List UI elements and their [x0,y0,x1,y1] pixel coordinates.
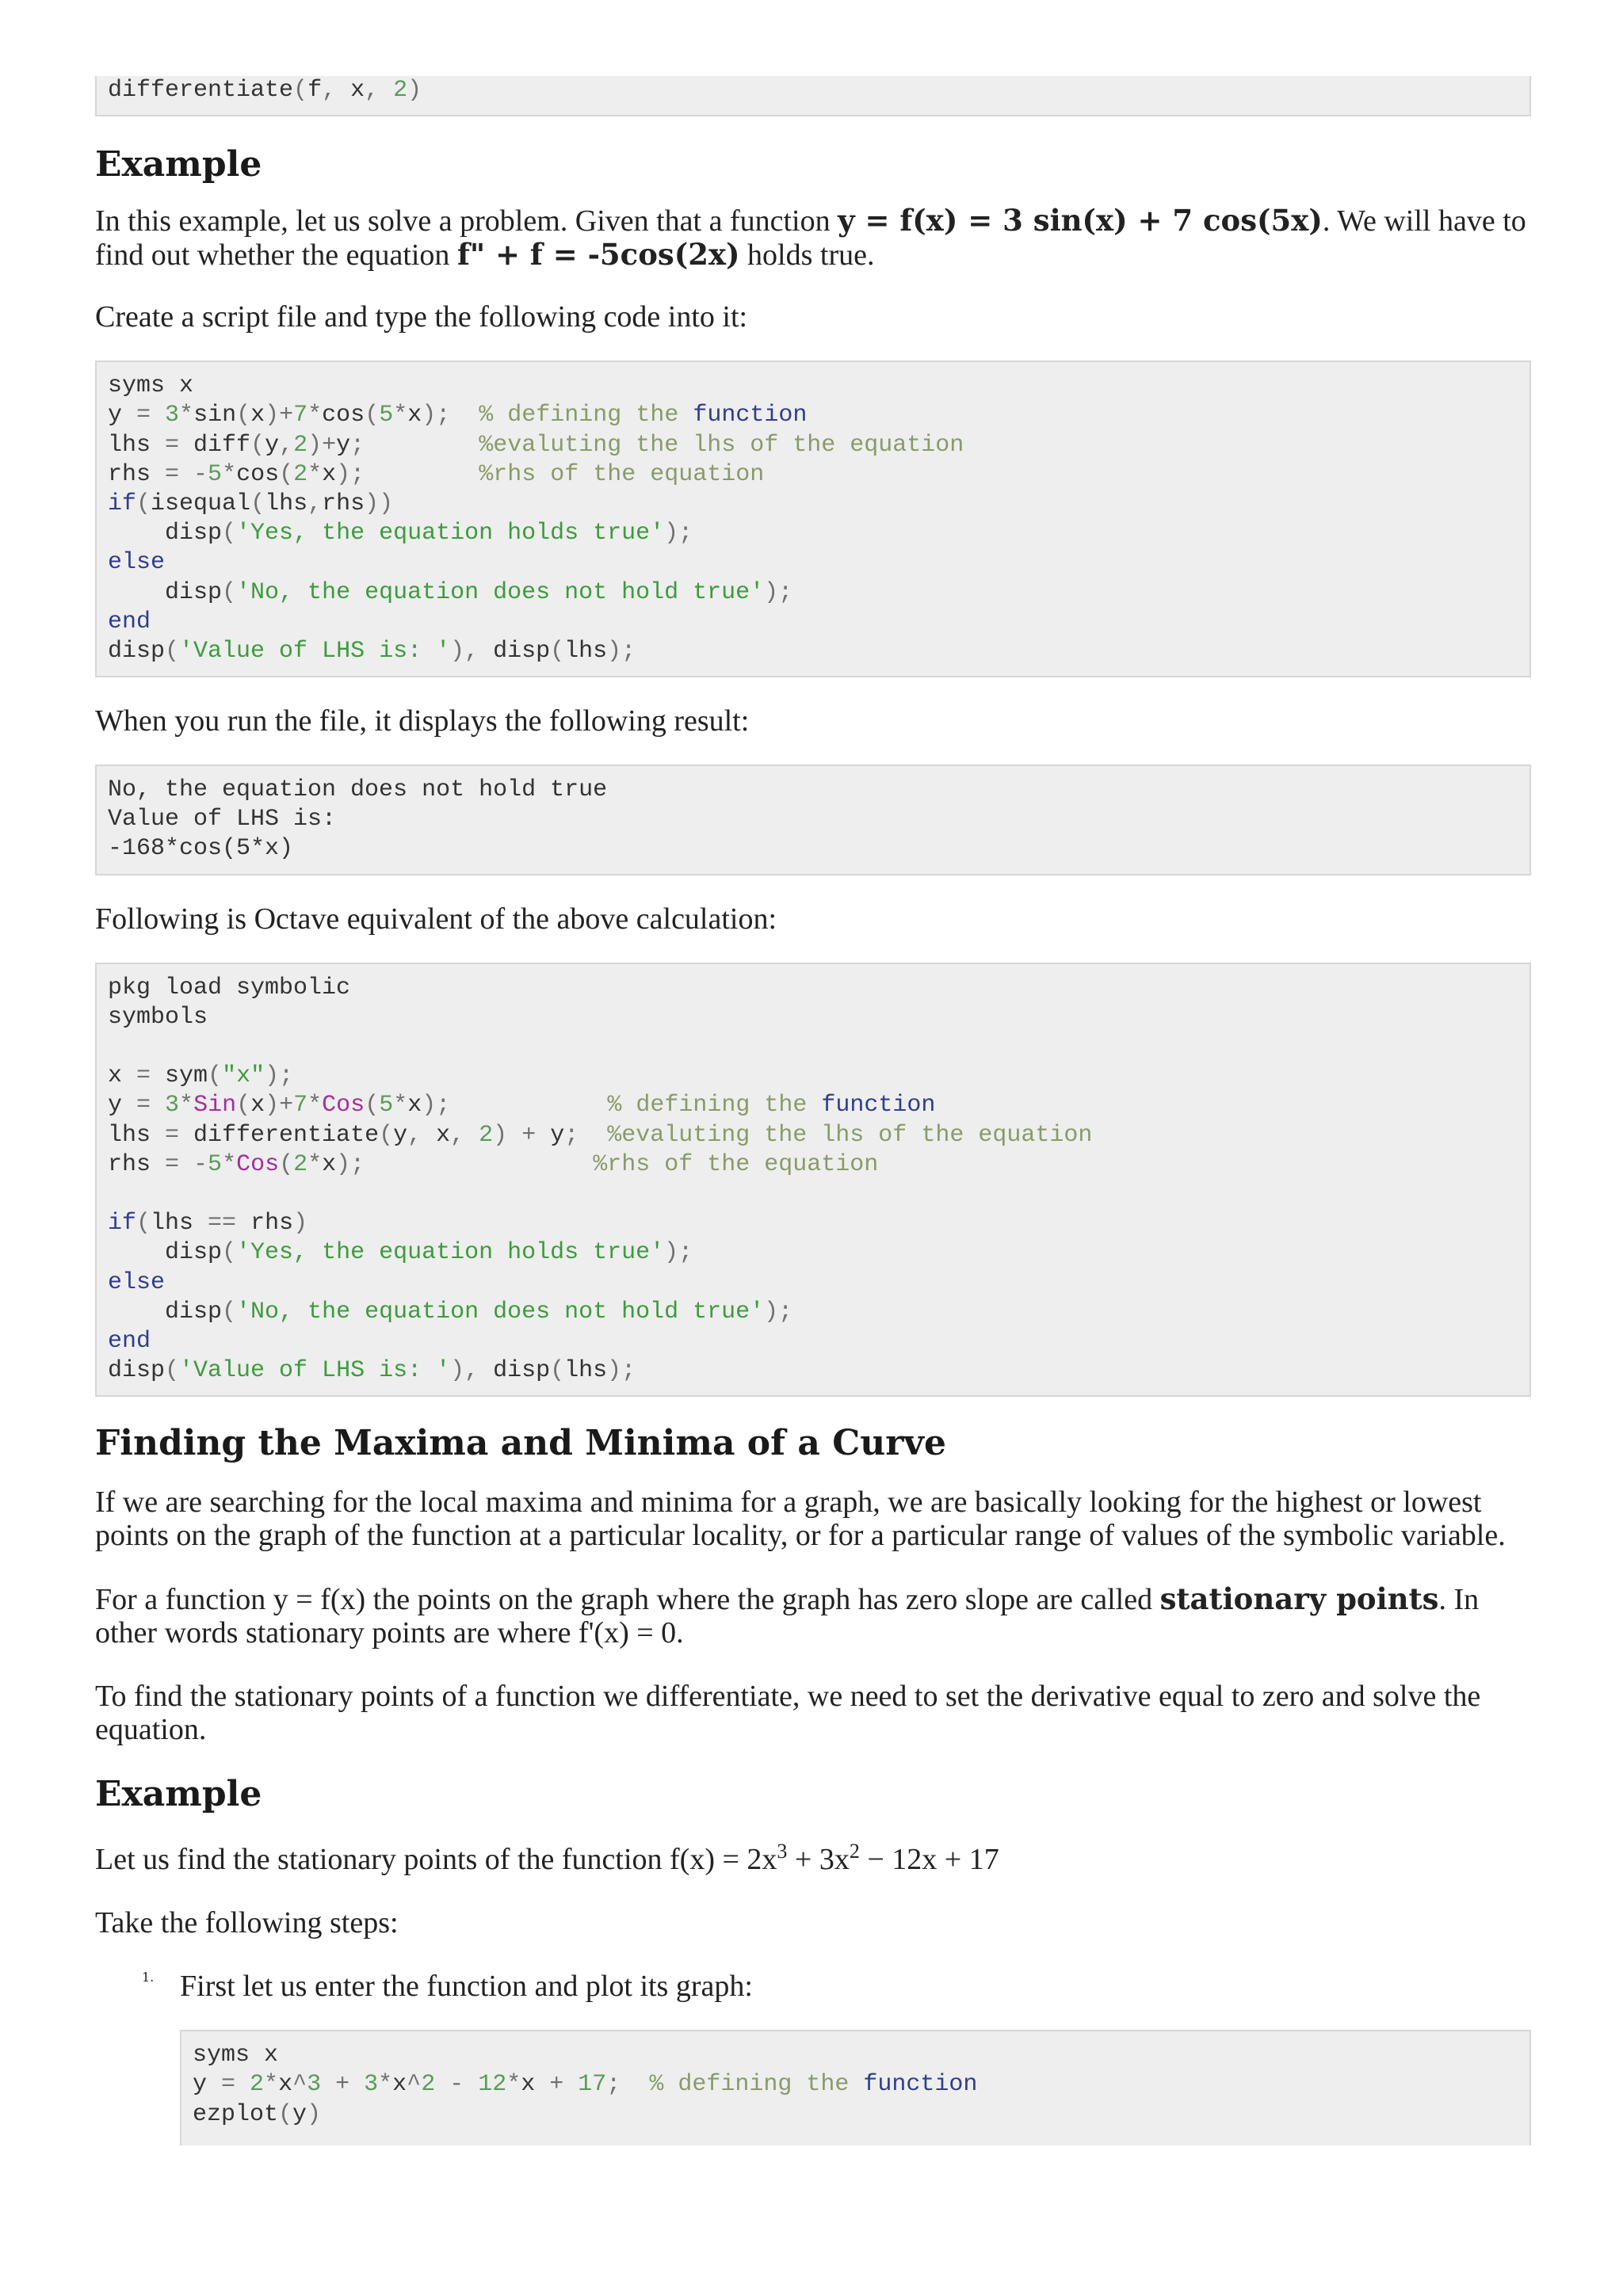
code-token: ( [550,637,565,665]
code-token: "x" [222,1062,265,1090]
code-line [108,1003,1529,1032]
code-token: ); [607,637,636,665]
code-token: function [693,402,808,429]
code-token: lhs [108,431,166,459]
code-token: ( [279,460,294,488]
code-token: Cos [236,1150,280,1178]
code-token: 2 [293,431,308,459]
code-token: = [221,2071,250,2099]
code-token: rhs [322,490,365,517]
code-token: , [279,431,294,459]
code-token: ) [407,77,422,104]
code-token: 'Value of LHS is: ' [179,637,451,665]
code-token: Value of LHS is: [108,806,337,833]
code-token: 3 [364,2071,379,2099]
code-token: ( [379,1121,394,1149]
code-block-matlab-script [95,360,1531,677]
code-token: 'No, the equation does not hold true' [236,578,765,606]
code-line [108,1356,1529,1386]
code-token: y [292,2100,307,2128]
code-token: lhs [108,1121,166,1149]
code-token: ( [250,490,265,517]
code-token: isequal [151,490,251,517]
code-token: ; [564,1121,579,1149]
code-token: lhs [564,637,608,665]
code-token: ) [307,2100,322,2128]
code-token: if [108,1210,137,1238]
code-token: ), [450,637,494,665]
code-token: ( [136,1210,151,1238]
code-token: disp [493,1357,551,1385]
code-line [108,431,1529,460]
code-token: syms x [108,372,194,400]
code-line [108,1121,1529,1150]
code-token: cos [236,460,280,488]
code-token [579,1122,607,1149]
code-token: 'No, the equation does not hold true' [236,1298,765,1325]
code-token: ( [222,1239,237,1267]
code-line [193,2070,1529,2100]
code-token: -168*cos(5*x) [108,835,294,863]
code-token: ezplot [193,2100,279,2128]
code-line [108,1298,1529,1327]
maxima-minima-paragraph: If we are searching for the local maxima and minima for a graph, we are basically looking for the highest or lowest points on the graph of the function at a particular locality, or for a particular range of values of the symbolic variable. [95,1486,1506,1553]
code-token: x [407,402,422,429]
code-token: 2 [250,2071,265,2099]
code-token: else [108,549,166,577]
code-token [621,2071,649,2098]
code-token: ( [293,77,308,104]
list-item-text: First let us enter the function and plot its graph: [180,1970,753,2004]
code-token: x [521,2071,550,2099]
code-token: = [136,1092,166,1119]
document-content [95,0,1531,2145]
code-token: ^ [292,2071,307,2099]
code-line [108,372,1529,401]
code-token: ( [136,490,151,517]
code-token: %evaluting the lhs of the equation [607,1121,1093,1149]
code-block-differentiate [95,76,1531,116]
code-token: lhs [564,1357,608,1385]
code-token: 12 [478,2071,507,2099]
code-block-output [95,765,1531,875]
code-token: * [307,460,323,488]
code-token: , [450,1121,479,1149]
code-token: 'Value of LHS is: ' [179,1357,451,1385]
code-token: + [322,431,337,459]
code-token: %rhs of the equation [479,460,765,488]
code-token: ) [293,1210,308,1238]
code-line [108,1062,1529,1091]
code-token: ); [764,578,793,606]
code-line [108,76,1529,105]
code-token: , [307,490,323,517]
code-token: Cos [322,1092,365,1119]
code-token: ( [279,1150,294,1178]
list-item-number: 1. [142,1970,155,1985]
code-token: ); [422,1092,451,1119]
code-token: 'Yes, the equation holds true' [236,1239,665,1267]
code-token: % defining the [607,1092,822,1119]
code-token: ) [265,402,280,429]
code-token: x [322,460,337,488]
code-token: disp [108,637,166,665]
code-token: ; [350,431,365,459]
code-token: + [279,402,294,429]
code-line [108,401,1529,430]
code-token: * [307,1150,323,1178]
run-file-paragraph: When you run the file, it displays the following result: [95,704,750,738]
code-token: ); [764,1298,793,1325]
code-token: else [108,1268,166,1296]
code-token: symbols [108,1003,208,1031]
code-token: 3 [165,402,180,429]
code-token: if [108,490,137,517]
code-token: ( [208,1062,223,1090]
function-definition-paragraph: Let us find the stationary points of the function $f(x) = 2x^3 + 3x^2 - 12x + 17$ [95,1840,999,1877]
code-token: ), [450,1357,494,1385]
code-token: %rhs of the equation [593,1150,879,1178]
code-token: ( [236,1092,251,1119]
code-line [108,974,1529,1003]
code-token: = [165,1121,194,1149]
code-token: x [436,1121,451,1149]
code-line [108,548,1529,578]
code-token: ( [365,1092,380,1119]
code-token [365,1151,593,1178]
code-token: x [407,1092,422,1119]
code-token [450,1092,607,1119]
code-token: cos [322,402,365,429]
code-token: disp [108,1357,166,1385]
code-token: sin [193,402,237,429]
code-token: , [322,77,351,104]
code-token: disp [108,1239,223,1267]
code-token: x [392,2071,407,2099]
code-token: ); [664,1239,693,1267]
code-token: disp [108,578,223,606]
code-token: ( [165,1357,180,1385]
code-token: % defining the [479,402,693,429]
code-token: No, the equation does not hold true [108,776,608,804]
code-token: + [335,2071,365,2099]
code-token: diff [193,431,251,459]
code-token: lhs [151,1210,208,1238]
code-token: differentiate [193,1121,380,1149]
code-token: * [264,2071,279,2099]
code-token: function [863,2071,978,2099]
code-token: differentiate [108,77,294,104]
code-token: == [208,1210,251,1238]
section-heading-example-2: Example [95,1774,262,1815]
code-token: 5 [379,402,394,429]
code-token: rhs [108,1150,166,1178]
code-token: syms x [193,2042,279,2069]
code-token: 2 [293,460,308,488]
code-token: x [322,1150,337,1178]
code-token: = [165,460,194,488]
code-token: y [108,402,137,429]
code-token: 2 [479,1121,494,1149]
code-token: ^ [407,2071,422,2099]
code-line [108,1209,1529,1238]
code-token: rhs [108,460,166,488]
code-token: rhs [250,1210,294,1238]
code-line [108,834,1529,864]
code-token: , [365,77,394,104]
code-token: f [307,77,323,104]
code-token: = [165,1150,194,1178]
code-token: * [393,1092,408,1119]
code-token: y [336,431,351,459]
code-line [108,776,1529,805]
code-token: , [407,1121,437,1149]
code-token: function [821,1092,936,1119]
create-script-instruction: Create a script file and type the following code into it: [95,300,748,334]
code-token: = [136,1062,166,1090]
code-token: Sin [193,1092,237,1119]
code-line [108,1238,1529,1268]
code-token: ); [664,520,693,547]
code-token: 3 [165,1092,180,1119]
code-token: ( [222,520,237,547]
code-token: sym [165,1062,208,1090]
code-token: 2 [293,1150,308,1178]
code-token: ( [250,431,265,459]
code-line [108,519,1529,548]
code-token: + [549,2071,579,2099]
code-token: lhs [265,490,308,517]
code-token: ( [365,402,380,429]
code-token: ) [493,1121,522,1149]
code-token: * [179,402,194,429]
code-token: 7 [293,1092,308,1119]
code-token: 3 [307,2071,336,2099]
example-intro-paragraph: In this example, let us solve a problem. Given that a function y = f(x) = 3 sin(x) + 7 cos(5x). We will have to find out whether the equation f" + f = -5cos(2x) holds true. [95,203,1526,273]
code-token [450,402,479,429]
code-token: ( [222,578,237,606]
code-line [108,1091,1529,1120]
list-item [95,1970,1531,2003]
code-token: 2 [421,2071,450,2099]
code-token: % defining the [649,2071,864,2099]
code-line [108,637,1529,666]
code-token: ( [236,402,251,429]
code-token: * [378,2071,393,2099]
code-token: ) [265,1092,280,1119]
code-token: y [550,1121,565,1149]
code-line [108,1032,1529,1062]
code-token: x [250,402,265,429]
code-token: ( [278,2100,293,2128]
code-token: y [393,1121,408,1149]
code-token: * [506,2071,521,2099]
code-line [108,1180,1529,1209]
code-token: = [165,431,194,459]
code-token: ( [550,1357,565,1385]
code-token: 'Yes, the equation holds true' [236,520,665,547]
octave-equivalent-paragraph: Following is Octave equivalent of the above calculation: [95,902,777,936]
code-token [365,432,479,459]
code-line [193,2100,1529,2130]
code-token: ); [265,1062,294,1090]
code-token: pkg load symbolic [108,974,351,1001]
find-stationary-points-paragraph: To find the stationary points of a function we differentiate, we need to set the derivative equal to zero and solve the equation. [95,1680,1481,1747]
section-heading-maxima-minima: Finding the Maxima and Minima of a Curve [95,1423,946,1464]
code-token: ( [222,1298,237,1325]
code-token: end [108,608,151,635]
code-block-octave-script [95,963,1531,1398]
code-line [108,608,1529,637]
code-line [108,1268,1529,1298]
code-token: * [222,1150,237,1178]
code-token: + [521,1121,551,1149]
code-token: = [136,402,166,429]
code-token: y [108,1092,137,1119]
code-token: - [449,2071,479,2099]
code-line [108,490,1529,519]
code-token [365,461,479,488]
code-line [108,578,1529,608]
code-token: x [350,77,365,104]
code-token: * [307,1092,323,1119]
code-token: - [193,1150,208,1178]
code-token: 17 [578,2071,607,2099]
steps-list [95,1970,1531,2003]
code-token: )) [365,490,394,517]
code-token: 2 [393,77,408,104]
code-block-plot-function [180,2030,1531,2145]
code-token: y [265,431,280,459]
code-token: 5 [208,460,223,488]
code-token: ) [307,431,323,459]
stationary-points-paragraph: For a function y = f(x) the points on the graph where the graph has zero slope are called stationary points. In other words stationary points are where f'(x) = 0. [95,1581,1480,1650]
code-token: * [222,460,237,488]
code-line [108,1327,1529,1356]
code-token: disp [108,1298,223,1325]
code-token: disp [108,520,223,547]
code-token: 7 [293,402,308,429]
code-line [108,460,1529,490]
code-token: * [393,402,408,429]
code-line [193,2041,1529,2070]
code-line [108,1150,1529,1180]
code-token: * [179,1092,194,1119]
code-token: ); [607,1357,636,1385]
code-token: x [108,1062,137,1090]
code-token: ); [422,402,451,429]
code-token: x [250,1092,265,1119]
code-token: 5 [379,1092,394,1119]
code-token: x [278,2071,293,2099]
code-token: ); [336,460,365,488]
code-token: 5 [208,1150,223,1178]
code-line [108,805,1529,834]
code-token: y [193,2071,222,2099]
code-token: ); [336,1150,365,1178]
code-token: disp [493,637,551,665]
code-token: * [307,402,323,429]
code-token: ; [606,2071,621,2099]
section-heading-example: Example [95,144,262,185]
code-token: - [193,460,208,488]
code-token: ( [165,637,180,665]
code-token: %evaluting the lhs of the equation [479,431,964,459]
code-token: + [279,1092,294,1119]
take-steps-paragraph: Take the following steps: [95,1906,399,1940]
code-token: end [108,1327,151,1355]
